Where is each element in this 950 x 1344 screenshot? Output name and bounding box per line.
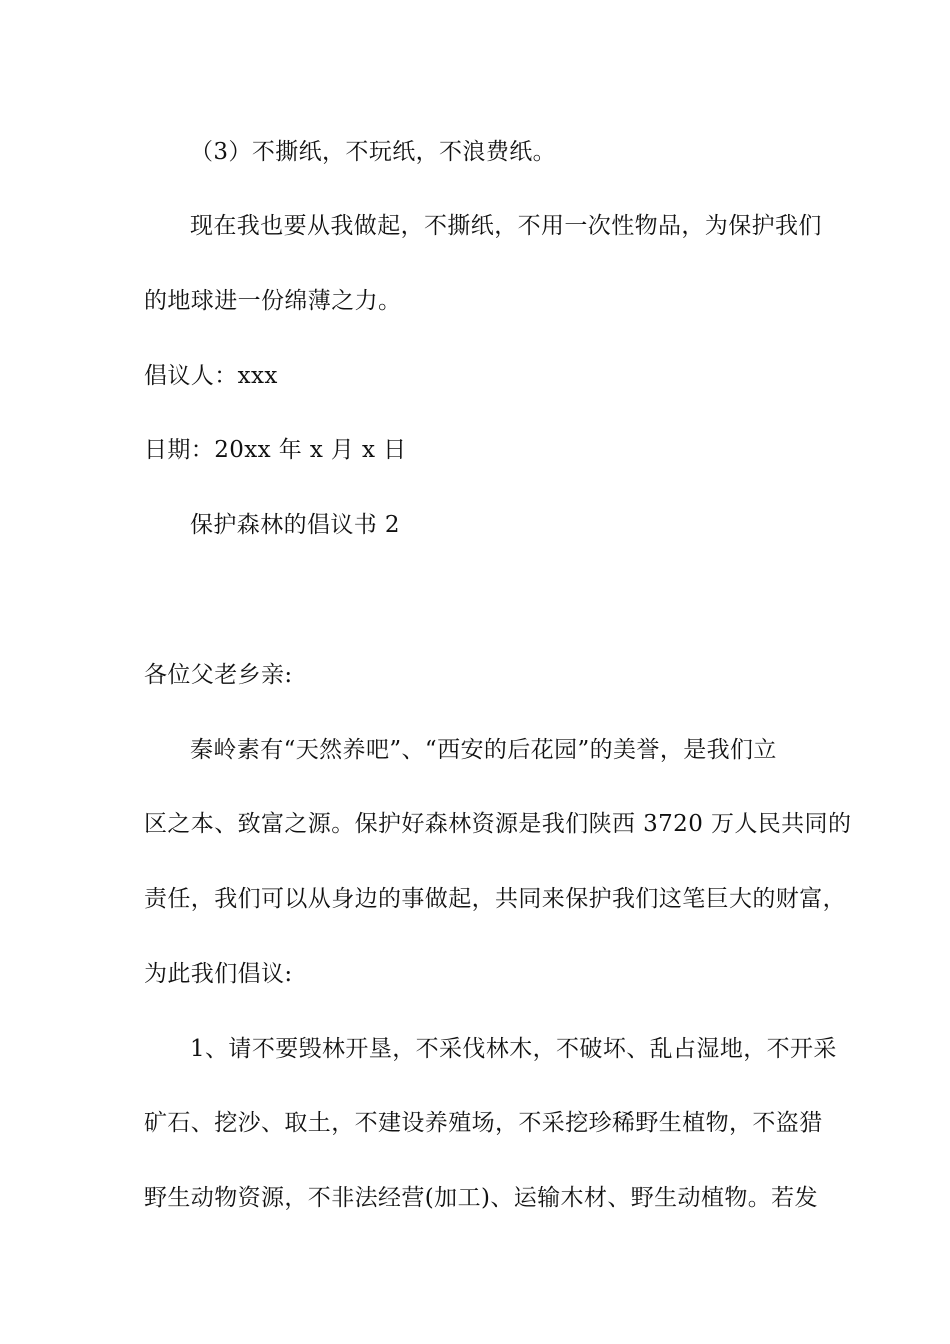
paragraph-line: 矿石、挖沙、取土，不建设养殖场，不采挖珍稀野生植物，不盗猎	[144, 1110, 823, 1136]
section-title: 保护森林的倡议书 2	[190, 512, 400, 538]
list-item-1: 1、请不要毁林开垦，不采伐林木，不破坏、乱占湿地，不开采	[190, 1036, 837, 1062]
date-line: 日期：20xx 年 x 月 x 日	[144, 437, 407, 463]
paragraph-line: 责任，我们可以从身边的事做起，共同来保护我们这笔巨大的财富，	[144, 886, 846, 912]
paragraph-line: 区之本、致富之源。保护好森林资源是我们陕西 3720 万人民共同的	[144, 811, 852, 837]
paragraph-line: 的地球进一份绵薄之力。	[144, 288, 402, 314]
proposer-line: 倡议人：xxx	[144, 363, 278, 389]
list-item-3: （3）不撕纸，不玩纸，不浪费纸。	[190, 139, 557, 165]
paragraph-line: 现在我也要从我做起，不撕纸，不用一次性物品，为保护我们	[190, 213, 822, 239]
paragraph-line: 野生动物资源，不非法经营(加工)、运输木材、野生动植物。若发	[144, 1185, 818, 1211]
paragraph-line: 为此我们倡议:	[144, 961, 293, 987]
paragraph-line: 秦岭素有“天然养吧”、“西安的后花园”的美誉，是我们立	[190, 737, 777, 763]
salutation: 各位父老乡亲:	[144, 662, 293, 688]
